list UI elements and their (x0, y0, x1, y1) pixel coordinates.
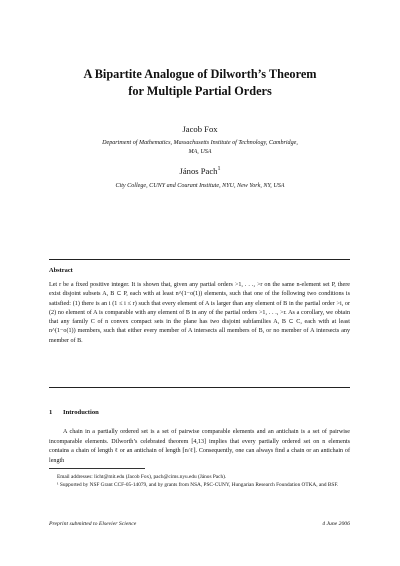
affiliation-1-line-1: Department of Mathematics, Massachusetts Institute of Technology, Cambridge, (102, 140, 298, 146)
author-2-footnote-mark: 1 (217, 166, 221, 173)
title-line-2: for Multiple Partial Orders (128, 83, 272, 98)
footer-left-text: Preprint submitted to Elsevier Science (49, 521, 137, 527)
abstract-text: Let r be a fixed positive integer. It is shown that, given any partial orders >1, . . ., >r on the same n-element set P, there exist disjoint subsets A, B ⊂ P, each with at least n^(1−o(1)) elements, such that one of the following two conditions is satisfied: (1) there is an i (1 ≤ i ≤ r) such that every element of A is larger than any element of B in the partial order >i, or (2) no element of A is comparable with any element of B in any of the partial orders >1, . . ., >r. As a corollary, we obtain that any family C of n convex compact sets in the plane has two disjoint subfamilies A, B ⊂ C, each with at least n^(1−o(1)) members, such that either every member of A intersects all members of B, or no member of A intersects any member of B. (49, 282, 350, 344)
abstract-heading: Abstract (49, 267, 73, 274)
title-line-1: A Bipartite Analogue of Dilworth’s Theorem (83, 67, 317, 81)
footer-date: 4 June 2006 (322, 521, 350, 527)
intro-text: A chain in a partially ordered set is a set of pairwise comparable elements and an antichain is a set of pairwise incomparable elements. Dilworth’s celebrated theorem [4,13] implies that every partially ordered set on n elements contains a chain of length ℓ or an antichain of length ⌈n/ℓ⌉. Consequently, one can always find a chain or an antichain of length (49, 429, 350, 464)
abstract-bottom-rule (49, 387, 350, 388)
footnote-email: Email addresses: licht@mit.edu (Jacob Fox), pach@cims.nyu.edu (János Pach). (57, 474, 227, 480)
footnote-support: ¹ Supported by NSF Grant CCF-05-14079, and by grants from NSA, PSC-CUNY, Hungarian Research Foundation OTKA, and BSF. (57, 481, 339, 488)
author-2 (20, 166, 380, 176)
page-footer (49, 521, 350, 527)
section-title: Introduction (63, 409, 99, 416)
author-affiliation-2: City College, CUNY and Courant Institute, NYU, New York, NY, USA (115, 183, 285, 189)
section-number: 1 (49, 409, 53, 416)
intro-paragraph (49, 428, 350, 466)
author-name-2: János Pach (179, 166, 218, 176)
section-heading (49, 409, 99, 416)
paper-title (20, 66, 380, 99)
footnote-rule (49, 468, 145, 469)
author-affiliation-1 (48, 139, 352, 157)
footnotes (49, 474, 350, 489)
affiliation-1-line-2: MA, USA (188, 149, 212, 155)
abstract-top-rule (49, 259, 350, 260)
author-name-1: Jacob Fox (182, 124, 218, 134)
